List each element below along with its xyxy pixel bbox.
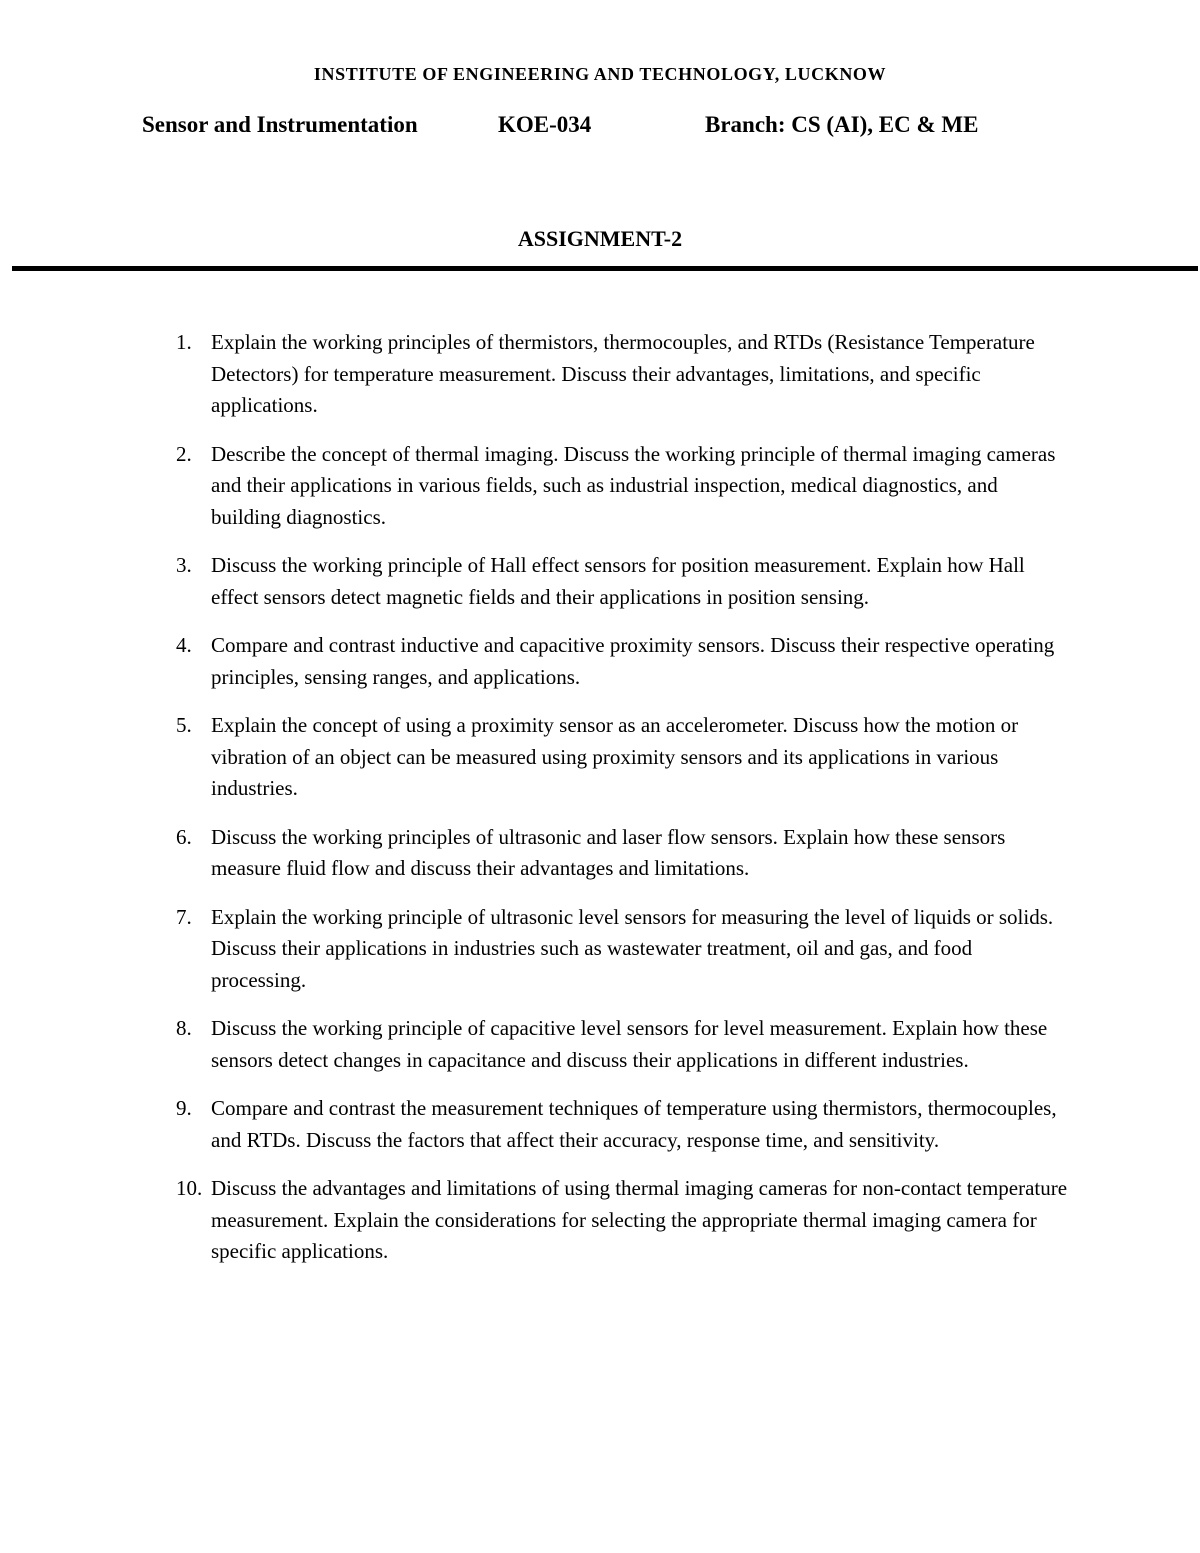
question-number: 3. <box>176 553 192 577</box>
question-number: 7. <box>176 904 192 929</box>
question-number: 8. <box>176 1016 192 1040</box>
question-number: 10. <box>176 1176 203 1200</box>
course-code: KOE-034 <box>498 112 592 137</box>
question-text: Compare and contrast inductive and capacitive proximity sensors. Discuss their respective operating principles, sensing ranges, and applications. <box>211 633 1055 689</box>
question-number: 6. <box>176 824 192 849</box>
horizontal-divider <box>12 266 1198 271</box>
question-text: Discuss the working principle of Hall effect sensors for position measurement. Explain how Hall effect sensors detect magnetic fields and their applications in position sensing. <box>211 553 1025 609</box>
question-number: 9. <box>176 1096 192 1120</box>
question-text: Describe the concept of thermal imaging. Discuss the working principle of thermal imaging cameras and their applications in various fields, such as industrial inspection, medical diagnostics, and building diagnostics. <box>211 441 1056 529</box>
question-text: Discuss the working principle of capacitive level sensors for level measurement. Explain how these sensors detect changes in capacitance and discuss their applications in different industries. <box>211 1016 1048 1072</box>
question-number: 5. <box>176 713 192 737</box>
question-item <box>0 710 1071 805</box>
question-item <box>0 1093 1071 1156</box>
course-branch: Branch: CS (AI), EC & ME <box>705 112 979 137</box>
question-text: Explain the concept of using a proximity sensor as an accelerometer. Discuss how the motion or vibration of an object can be measured using proximity sensors and its applications in various industries. <box>211 713 1019 800</box>
question-item <box>0 822 1071 885</box>
assignment-title: ASSIGNMENT-2 <box>517 226 683 251</box>
course-name: Sensor and Instrumentation <box>142 112 418 137</box>
question-item <box>0 630 1071 693</box>
question-item <box>0 439 1071 534</box>
question-number: 1. <box>176 330 192 354</box>
question-item <box>0 327 1071 422</box>
question-text: Compare and contrast the measurement techniques of temperature using thermistors, thermocouples, and RTDs. Discuss the factors that affect their accuracy, response time, and sensitivity. <box>211 1096 1057 1152</box>
question-number: 4. <box>176 633 192 657</box>
question-item <box>0 902 1071 997</box>
question-text: Discuss the advantages and limitations of using thermal imaging cameras for non-contact temperature measurement. Explain the considerations for selecting the appropriate thermal imaging camera for specific applications. <box>211 1176 1068 1263</box>
question-item <box>0 1013 1071 1076</box>
question-text: Discuss the working principles of ultrasonic and laser flow sensors. Explain how these sensors measure fluid flow and discuss their advantages and limitations. <box>211 824 1006 880</box>
question-number: 2. <box>176 441 192 466</box>
question-item <box>0 1173 1071 1268</box>
course-info-line <box>142 112 1062 144</box>
question-text: Explain the working principles of thermistors, thermocouples, and RTDs (Resistance Temperature Detectors) for temperature measurement. Discuss their advantages, limitations, and specific applications. <box>211 330 1035 417</box>
question-text: Explain the working principle of ultrasonic level sensors for measuring the level of liquids or solids. Discuss their applications in industries such as wastewater treatment, oil and gas, and food processing. <box>211 904 1054 992</box>
question-item <box>0 550 1071 613</box>
question-list <box>0 327 1200 1285</box>
institute-heading: INSTITUTE OF ENGINEERING AND TECHNOLOGY, LUCKNOW <box>313 64 887 84</box>
